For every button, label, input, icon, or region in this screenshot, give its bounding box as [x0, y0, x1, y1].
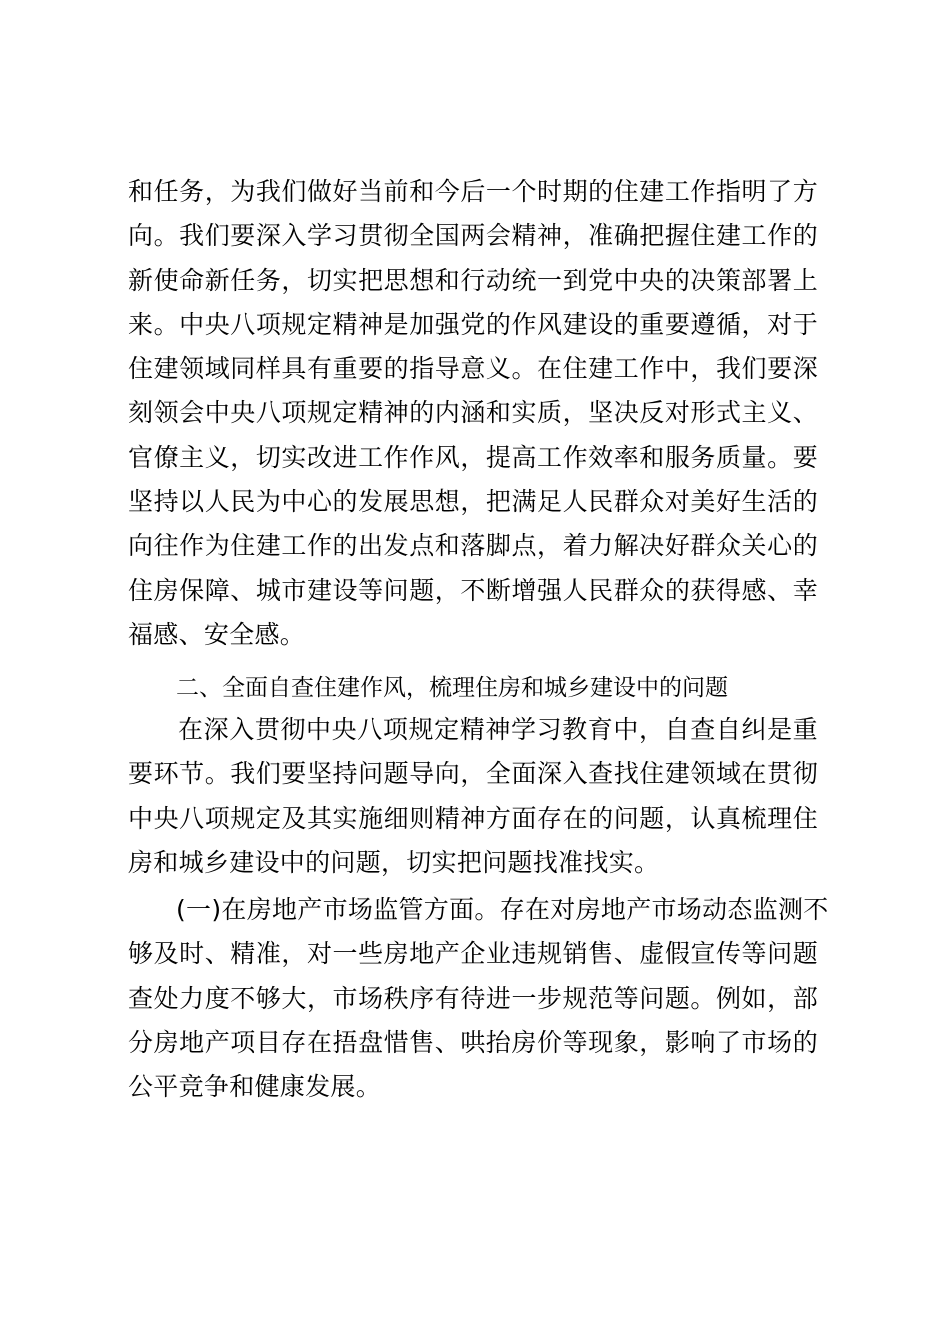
paragraph-2-line: 房和城乡建设中的问题，切实把问题找准找实。: [128, 847, 660, 877]
section-heading: 二、全面自查住建作风，梳理住房和城乡建设中的问题: [176, 675, 728, 701]
paragraph-2-line: 中央八项规定及其实施细则精神方面存在的问题，认真梳理住: [128, 803, 818, 833]
paragraph-1-line: 坚持以人民为中心的发展思想，把满足人民群众对美好生活的: [128, 487, 818, 517]
paragraph-1-line: 刻领会中央八项规定精神的内涵和实质，坚决反对形式主义、: [128, 398, 818, 428]
paragraph-2-line: 要环节。我们要坚持问题导向，全面深入查找住建领域在贯彻: [128, 759, 818, 789]
paragraph-2-line: 在深入贯彻中央八项规定精神学习教育中，自查自纠是重: [178, 715, 818, 744]
paragraph-3-line: (一)在房地产市场监管方面。存在对房地产市场动态监测不: [176, 895, 829, 924]
paragraph-3-line: 分房地产项目存在捂盘惜售、哄抬房价等现象，影响了市场的: [128, 1027, 818, 1057]
paragraph-1: [128, 170, 818, 657]
paragraph-1-line: 住建领域同样具有重要的指导意义。在住建工作中，我们要深: [128, 354, 818, 384]
paragraph-3-line: 查处力度不够大，市场秩序有待进一步规范等问题。例如，部: [128, 983, 818, 1013]
paragraph-3: [128, 888, 829, 1109]
paragraph-1-line: 来。中央八项规定精神是加强党的作风建设的重要遵循，对于: [128, 309, 818, 339]
paragraph-3-line: 公平竞争和健康发展。: [128, 1072, 382, 1102]
paragraph-2: [128, 708, 818, 885]
paragraph-1-line: 福感、安全感。: [128, 619, 306, 649]
paragraph-1-line: 和任务，为我们做好当前和今后一个时期的住建工作指明了方: [128, 177, 818, 206]
paragraph-1-line: 新使命新任务，切实把思想和行动统一到党中央的决策部署上: [128, 265, 818, 295]
paragraph-1-line: 向往作为住建工作的出发点和落脚点，着力解决好群众关心的: [128, 531, 818, 561]
paragraph-1-line: 住房保障、城市建设等问题，不断增强人民群众的获得感、幸: [128, 575, 818, 605]
paragraph-1-line: 官僚主义，切实改进工作作风，提高工作效率和服务质量。要: [128, 442, 818, 472]
paragraph-1-line: 向。我们要深入学习贯彻全国两会精神，准确把握住建工作的: [128, 221, 818, 251]
paragraph-3-line: 够及时、精准，对一些房地产企业违规销售、虚假宣传等问题: [128, 939, 818, 969]
